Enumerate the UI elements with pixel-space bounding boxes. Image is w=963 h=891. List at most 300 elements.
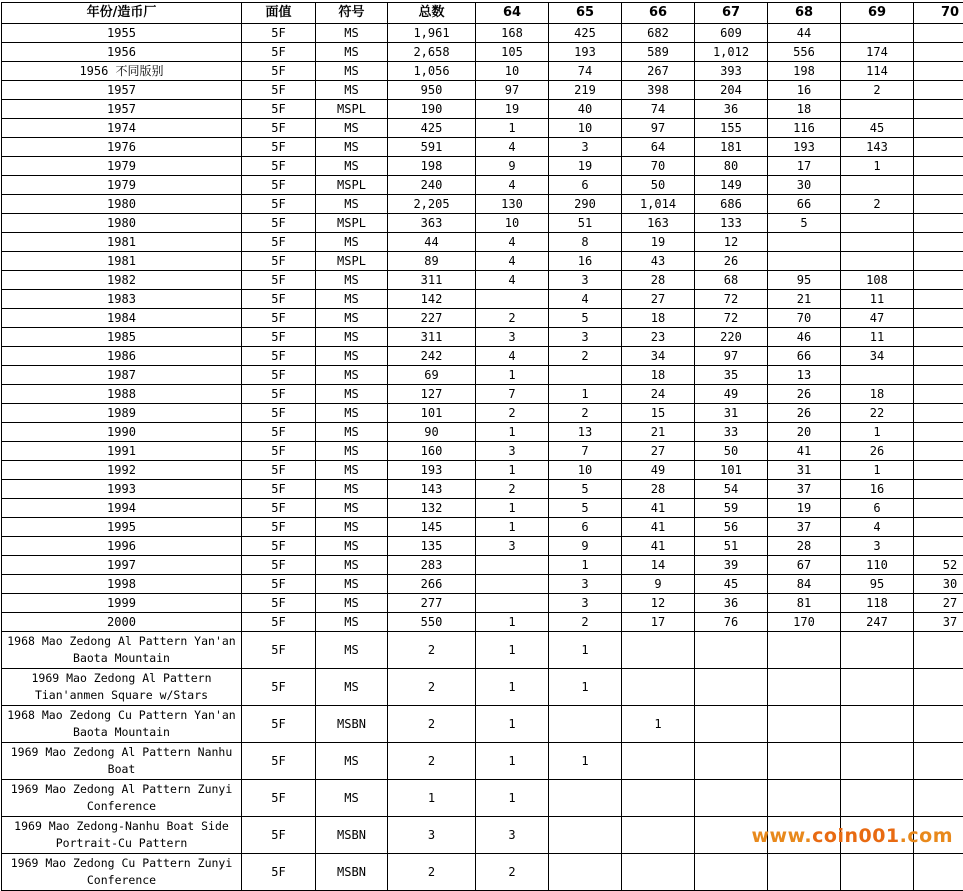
cell-grade-70 bbox=[914, 43, 963, 62]
cell-grade-69: 45 bbox=[841, 119, 914, 138]
cell-year: 1969 Mao Zedong Cu Pattern Zunyi Conference bbox=[2, 854, 242, 891]
cell-grade-70 bbox=[914, 461, 963, 480]
cell-symbol: MS bbox=[316, 309, 388, 328]
cell-grade-64: 9 bbox=[476, 157, 549, 176]
cell-grade-64: 1 bbox=[476, 706, 549, 743]
cell-grade-65: 5 bbox=[549, 499, 622, 518]
table-row bbox=[2, 100, 963, 119]
cell-symbol: MS bbox=[316, 43, 388, 62]
cell-grade-69: 95 bbox=[841, 575, 914, 594]
cell-grade-66: 18 bbox=[622, 309, 695, 328]
cell-grade-64: 2 bbox=[476, 854, 549, 891]
column-header-grade-70: 70 bbox=[914, 3, 963, 24]
cell-total: 69 bbox=[388, 366, 476, 385]
cell-grade-68: 26 bbox=[768, 404, 841, 423]
table-row bbox=[2, 613, 963, 632]
cell-grade-65 bbox=[549, 817, 622, 854]
cell-grade-67: 35 bbox=[695, 366, 768, 385]
cell-denomination: 5F bbox=[242, 706, 316, 743]
cell-grade-64 bbox=[476, 556, 549, 575]
cell-grade-70 bbox=[914, 176, 963, 195]
cell-grade-70 bbox=[914, 119, 963, 138]
cell-grade-69: 2 bbox=[841, 81, 914, 100]
cell-symbol: MS bbox=[316, 594, 388, 613]
cell-grade-66: 18 bbox=[622, 366, 695, 385]
cell-grade-64: 97 bbox=[476, 81, 549, 100]
cell-grade-70 bbox=[914, 706, 963, 743]
cell-grade-70 bbox=[914, 480, 963, 499]
table-row bbox=[2, 499, 963, 518]
cell-denomination: 5F bbox=[242, 366, 316, 385]
cell-grade-69 bbox=[841, 780, 914, 817]
cell-denomination: 5F bbox=[242, 290, 316, 309]
cell-symbol: MS bbox=[316, 119, 388, 138]
cell-grade-67: 1,012 bbox=[695, 43, 768, 62]
cell-denomination: 5F bbox=[242, 780, 316, 817]
cell-symbol: MS bbox=[316, 138, 388, 157]
cell-grade-70 bbox=[914, 252, 963, 271]
cell-total: 242 bbox=[388, 347, 476, 366]
cell-grade-65: 425 bbox=[549, 24, 622, 43]
cell-grade-69 bbox=[841, 743, 914, 780]
cell-grade-68: 26 bbox=[768, 385, 841, 404]
table-row bbox=[2, 669, 963, 706]
cell-grade-65: 19 bbox=[549, 157, 622, 176]
cell-grade-64: 2 bbox=[476, 480, 549, 499]
cell-grade-68: 193 bbox=[768, 138, 841, 157]
cell-grade-67: 149 bbox=[695, 176, 768, 195]
cell-grade-66: 19 bbox=[622, 233, 695, 252]
cell-symbol: MS bbox=[316, 613, 388, 632]
cell-grade-64: 1 bbox=[476, 518, 549, 537]
cell-year: 1990 bbox=[2, 423, 242, 442]
cell-grade-70 bbox=[914, 817, 963, 854]
cell-symbol: MSBN bbox=[316, 854, 388, 891]
cell-total: 89 bbox=[388, 252, 476, 271]
table-sheet bbox=[0, 2, 963, 853]
table-row bbox=[2, 157, 963, 176]
column-header-symbol: 符号 bbox=[316, 3, 388, 24]
cell-grade-65: 5 bbox=[549, 480, 622, 499]
cell-grade-70 bbox=[914, 271, 963, 290]
cell-total: 132 bbox=[388, 499, 476, 518]
cell-grade-68: 17 bbox=[768, 157, 841, 176]
cell-grade-65: 4 bbox=[549, 290, 622, 309]
cell-grade-69 bbox=[841, 100, 914, 119]
cell-grade-65: 2 bbox=[549, 404, 622, 423]
table-row bbox=[2, 195, 963, 214]
table-row bbox=[2, 854, 963, 891]
cell-grade-66: 64 bbox=[622, 138, 695, 157]
cell-denomination: 5F bbox=[242, 442, 316, 461]
cell-grade-68 bbox=[768, 233, 841, 252]
cell-grade-68: 19 bbox=[768, 499, 841, 518]
cell-grade-65 bbox=[549, 706, 622, 743]
cell-grade-66 bbox=[622, 854, 695, 891]
cell-grade-64: 1 bbox=[476, 613, 549, 632]
cell-grade-70 bbox=[914, 233, 963, 252]
cell-grade-66: 15 bbox=[622, 404, 695, 423]
cell-grade-69: 26 bbox=[841, 442, 914, 461]
cell-grade-66: 28 bbox=[622, 271, 695, 290]
cell-symbol: MS bbox=[316, 480, 388, 499]
cell-total: 2 bbox=[388, 743, 476, 780]
table-row bbox=[2, 537, 963, 556]
table-row bbox=[2, 252, 963, 271]
cell-symbol: MS bbox=[316, 632, 388, 669]
cell-grade-65: 6 bbox=[549, 176, 622, 195]
column-header-total: 总数 bbox=[388, 3, 476, 24]
cell-grade-66: 1,014 bbox=[622, 195, 695, 214]
cell-total: 1,056 bbox=[388, 62, 476, 81]
cell-grade-67: 56 bbox=[695, 518, 768, 537]
cell-grade-67: 97 bbox=[695, 347, 768, 366]
cell-symbol: MS bbox=[316, 271, 388, 290]
cell-total: 283 bbox=[388, 556, 476, 575]
cell-grade-65: 10 bbox=[549, 119, 622, 138]
cell-total: 2,205 bbox=[388, 195, 476, 214]
cell-grade-68: 37 bbox=[768, 518, 841, 537]
cell-grade-68: 30 bbox=[768, 176, 841, 195]
cell-total: 363 bbox=[388, 214, 476, 233]
cell-grade-67: 36 bbox=[695, 594, 768, 613]
cell-grade-69: 247 bbox=[841, 613, 914, 632]
cell-grade-64: 19 bbox=[476, 100, 549, 119]
cell-grade-64: 130 bbox=[476, 195, 549, 214]
cell-grade-67: 12 bbox=[695, 233, 768, 252]
cell-total: 1,961 bbox=[388, 24, 476, 43]
cell-denomination: 5F bbox=[242, 499, 316, 518]
cell-grade-70 bbox=[914, 442, 963, 461]
cell-year: 1968 Mao Zedong Cu Pattern Yan'an Baota Mountain bbox=[2, 706, 242, 743]
cell-grade-67 bbox=[695, 632, 768, 669]
cell-grade-66: 43 bbox=[622, 252, 695, 271]
cell-grade-68: 70 bbox=[768, 309, 841, 328]
cell-grade-67 bbox=[695, 854, 768, 891]
cell-grade-68: 31 bbox=[768, 461, 841, 480]
cell-total: 101 bbox=[388, 404, 476, 423]
cell-grade-67: 51 bbox=[695, 537, 768, 556]
cell-grade-70 bbox=[914, 780, 963, 817]
cell-denomination: 5F bbox=[242, 100, 316, 119]
cell-year: 1983 bbox=[2, 290, 242, 309]
cell-symbol: MS bbox=[316, 518, 388, 537]
cell-grade-64: 4 bbox=[476, 347, 549, 366]
cell-year: 1980 bbox=[2, 214, 242, 233]
cell-symbol: MSBN bbox=[316, 817, 388, 854]
cell-year: 1981 bbox=[2, 233, 242, 252]
cell-denomination: 5F bbox=[242, 854, 316, 891]
cell-grade-66: 23 bbox=[622, 328, 695, 347]
cell-grade-66: 50 bbox=[622, 176, 695, 195]
cell-grade-67: 72 bbox=[695, 309, 768, 328]
cell-grade-69 bbox=[841, 233, 914, 252]
cell-total: 160 bbox=[388, 442, 476, 461]
cell-total: 127 bbox=[388, 385, 476, 404]
cell-grade-65 bbox=[549, 780, 622, 817]
cell-grade-68: 21 bbox=[768, 290, 841, 309]
table-row bbox=[2, 176, 963, 195]
cell-denomination: 5F bbox=[242, 537, 316, 556]
cell-total: 950 bbox=[388, 81, 476, 100]
cell-grade-68 bbox=[768, 817, 841, 854]
table-row bbox=[2, 480, 963, 499]
cell-grade-65: 3 bbox=[549, 328, 622, 347]
cell-year: 1981 bbox=[2, 252, 242, 271]
cell-grade-68: 84 bbox=[768, 575, 841, 594]
cell-grade-64: 7 bbox=[476, 385, 549, 404]
cell-grade-70 bbox=[914, 423, 963, 442]
cell-grade-66: 17 bbox=[622, 613, 695, 632]
cell-denomination: 5F bbox=[242, 613, 316, 632]
table-row bbox=[2, 743, 963, 780]
cell-grade-67 bbox=[695, 780, 768, 817]
cell-grade-68: 170 bbox=[768, 613, 841, 632]
cell-total: 311 bbox=[388, 271, 476, 290]
cell-denomination: 5F bbox=[242, 157, 316, 176]
table-row bbox=[2, 556, 963, 575]
cell-grade-64: 1 bbox=[476, 461, 549, 480]
cell-grade-65: 1 bbox=[549, 556, 622, 575]
cell-grade-64: 4 bbox=[476, 233, 549, 252]
cell-grade-64: 1 bbox=[476, 669, 549, 706]
cell-grade-65: 5 bbox=[549, 309, 622, 328]
table-row bbox=[2, 366, 963, 385]
cell-symbol: MS bbox=[316, 499, 388, 518]
cell-grade-65: 3 bbox=[549, 138, 622, 157]
cell-symbol: MS bbox=[316, 385, 388, 404]
table-row bbox=[2, 347, 963, 366]
cell-grade-66: 70 bbox=[622, 157, 695, 176]
cell-year: 1985 bbox=[2, 328, 242, 347]
table-row bbox=[2, 214, 963, 233]
cell-grade-67 bbox=[695, 669, 768, 706]
cell-grade-68: 41 bbox=[768, 442, 841, 461]
cell-grade-68: 66 bbox=[768, 347, 841, 366]
cell-grade-67: 50 bbox=[695, 442, 768, 461]
cell-total: 193 bbox=[388, 461, 476, 480]
cell-symbol: MS bbox=[316, 404, 388, 423]
cell-grade-66: 28 bbox=[622, 480, 695, 499]
cell-grade-68: 13 bbox=[768, 366, 841, 385]
cell-year: 1999 bbox=[2, 594, 242, 613]
cell-grade-69: 4 bbox=[841, 518, 914, 537]
cell-grade-70 bbox=[914, 195, 963, 214]
cell-total: 198 bbox=[388, 157, 476, 176]
column-header-grade-67: 67 bbox=[695, 3, 768, 24]
cell-grade-65: 3 bbox=[549, 575, 622, 594]
cell-grade-67: 155 bbox=[695, 119, 768, 138]
cell-symbol: MS bbox=[316, 461, 388, 480]
cell-grade-67: 68 bbox=[695, 271, 768, 290]
cell-total: 44 bbox=[388, 233, 476, 252]
table-row bbox=[2, 385, 963, 404]
table-row bbox=[2, 290, 963, 309]
cell-symbol: MS bbox=[316, 195, 388, 214]
cell-total: 591 bbox=[388, 138, 476, 157]
table-row bbox=[2, 309, 963, 328]
cell-grade-70 bbox=[914, 157, 963, 176]
cell-total: 145 bbox=[388, 518, 476, 537]
cell-grade-67: 45 bbox=[695, 575, 768, 594]
cell-grade-69 bbox=[841, 632, 914, 669]
cell-grade-69 bbox=[841, 854, 914, 891]
cell-year: 1969 Mao Zedong Al Pattern Tian'anmen Square w/Stars bbox=[2, 669, 242, 706]
cell-grade-64: 105 bbox=[476, 43, 549, 62]
cell-grade-66: 398 bbox=[622, 81, 695, 100]
cell-grade-65: 2 bbox=[549, 347, 622, 366]
cell-total: 143 bbox=[388, 480, 476, 499]
cell-grade-66 bbox=[622, 669, 695, 706]
cell-year: 1968 Mao Zedong Al Pattern Yan'an Baota Mountain bbox=[2, 632, 242, 669]
cell-grade-69: 3 bbox=[841, 537, 914, 556]
cell-grade-64: 2 bbox=[476, 309, 549, 328]
cell-total: 3 bbox=[388, 817, 476, 854]
cell-grade-67: 26 bbox=[695, 252, 768, 271]
cell-grade-70 bbox=[914, 81, 963, 100]
cell-grade-66: 34 bbox=[622, 347, 695, 366]
cell-grade-66: 27 bbox=[622, 290, 695, 309]
table-row bbox=[2, 43, 963, 62]
table-row bbox=[2, 817, 963, 854]
cell-grade-68: 37 bbox=[768, 480, 841, 499]
cell-grade-67: 204 bbox=[695, 81, 768, 100]
cell-grade-66 bbox=[622, 632, 695, 669]
table-row bbox=[2, 461, 963, 480]
cell-grade-64: 1 bbox=[476, 499, 549, 518]
cell-grade-65: 13 bbox=[549, 423, 622, 442]
cell-grade-64: 4 bbox=[476, 252, 549, 271]
cell-grade-70 bbox=[914, 404, 963, 423]
cell-symbol: MSPL bbox=[316, 100, 388, 119]
cell-grade-65: 1 bbox=[549, 632, 622, 669]
cell-grade-66: 682 bbox=[622, 24, 695, 43]
table-body bbox=[2, 24, 963, 891]
cell-year: 1994 bbox=[2, 499, 242, 518]
cell-grade-64: 1 bbox=[476, 366, 549, 385]
cell-denomination: 5F bbox=[242, 176, 316, 195]
cell-grade-70 bbox=[914, 385, 963, 404]
table-row bbox=[2, 119, 963, 138]
cell-grade-66: 41 bbox=[622, 499, 695, 518]
cell-symbol: MS bbox=[316, 442, 388, 461]
cell-grade-70 bbox=[914, 138, 963, 157]
cell-grade-70 bbox=[914, 214, 963, 233]
cell-grade-64: 168 bbox=[476, 24, 549, 43]
cell-year: 1956 不同版别 bbox=[2, 62, 242, 81]
cell-total: 425 bbox=[388, 119, 476, 138]
cell-denomination: 5F bbox=[242, 404, 316, 423]
cell-symbol: MS bbox=[316, 347, 388, 366]
cell-denomination: 5F bbox=[242, 138, 316, 157]
cell-symbol: MS bbox=[316, 233, 388, 252]
cell-symbol: MS bbox=[316, 24, 388, 43]
cell-year: 1986 bbox=[2, 347, 242, 366]
cell-grade-70 bbox=[914, 632, 963, 669]
cell-year: 1969 Mao Zedong-Nanhu Boat Side Portrait-Cu Pattern bbox=[2, 817, 242, 854]
cell-grade-70: 27 bbox=[914, 594, 963, 613]
cell-year: 1969 Mao Zedong Al Pattern Zunyi Conference bbox=[2, 780, 242, 817]
cell-grade-65: 219 bbox=[549, 81, 622, 100]
cell-total: 135 bbox=[388, 537, 476, 556]
cell-grade-70 bbox=[914, 499, 963, 518]
cell-denomination: 5F bbox=[242, 24, 316, 43]
cell-total: 311 bbox=[388, 328, 476, 347]
cell-grade-68: 5 bbox=[768, 214, 841, 233]
cell-grade-65: 1 bbox=[549, 385, 622, 404]
cell-year: 1989 bbox=[2, 404, 242, 423]
cell-grade-66: 21 bbox=[622, 423, 695, 442]
cell-grade-69 bbox=[841, 817, 914, 854]
cell-year: 1979 bbox=[2, 157, 242, 176]
table-row bbox=[2, 575, 963, 594]
cell-grade-69: 11 bbox=[841, 290, 914, 309]
table-row bbox=[2, 423, 963, 442]
cell-grade-69: 110 bbox=[841, 556, 914, 575]
cell-grade-68 bbox=[768, 743, 841, 780]
cell-denomination: 5F bbox=[242, 214, 316, 233]
cell-grade-64: 4 bbox=[476, 271, 549, 290]
cell-total: 266 bbox=[388, 575, 476, 594]
cell-grade-66: 14 bbox=[622, 556, 695, 575]
cell-grade-68 bbox=[768, 706, 841, 743]
cell-grade-68: 95 bbox=[768, 271, 841, 290]
table-row bbox=[2, 632, 963, 669]
cell-symbol: MS bbox=[316, 423, 388, 442]
cell-grade-64: 2 bbox=[476, 404, 549, 423]
cell-denomination: 5F bbox=[242, 669, 316, 706]
cell-year: 1957 bbox=[2, 81, 242, 100]
cell-denomination: 5F bbox=[242, 119, 316, 138]
table-row bbox=[2, 518, 963, 537]
cell-grade-67: 72 bbox=[695, 290, 768, 309]
column-header-grade-68: 68 bbox=[768, 3, 841, 24]
table-row bbox=[2, 24, 963, 43]
column-header-grade-69: 69 bbox=[841, 3, 914, 24]
cell-grade-64: 1 bbox=[476, 743, 549, 780]
cell-grade-68: 44 bbox=[768, 24, 841, 43]
cell-grade-69: 143 bbox=[841, 138, 914, 157]
cell-grade-65: 10 bbox=[549, 461, 622, 480]
column-header-year: 年份/造币厂 bbox=[2, 3, 242, 24]
cell-denomination: 5F bbox=[242, 518, 316, 537]
cell-grade-64: 10 bbox=[476, 214, 549, 233]
table-row bbox=[2, 328, 963, 347]
cell-year: 1987 bbox=[2, 366, 242, 385]
table-row bbox=[2, 404, 963, 423]
cell-grade-70: 52 bbox=[914, 556, 963, 575]
cell-grade-69: 1 bbox=[841, 423, 914, 442]
cell-grade-69: 2 bbox=[841, 195, 914, 214]
cell-grade-67: 54 bbox=[695, 480, 768, 499]
cell-grade-69: 1 bbox=[841, 461, 914, 480]
cell-grade-68: 198 bbox=[768, 62, 841, 81]
cell-denomination: 5F bbox=[242, 81, 316, 100]
cell-symbol: MS bbox=[316, 556, 388, 575]
cell-grade-64 bbox=[476, 290, 549, 309]
cell-grade-66: 589 bbox=[622, 43, 695, 62]
cell-symbol: MS bbox=[316, 575, 388, 594]
cell-symbol: MSPL bbox=[316, 252, 388, 271]
cell-total: 142 bbox=[388, 290, 476, 309]
cell-grade-70 bbox=[914, 537, 963, 556]
cell-denomination: 5F bbox=[242, 461, 316, 480]
cell-year: 2000 bbox=[2, 613, 242, 632]
cell-symbol: MS bbox=[316, 366, 388, 385]
cell-grade-64: 4 bbox=[476, 138, 549, 157]
cell-grade-70 bbox=[914, 100, 963, 119]
table-header-row bbox=[2, 3, 963, 24]
